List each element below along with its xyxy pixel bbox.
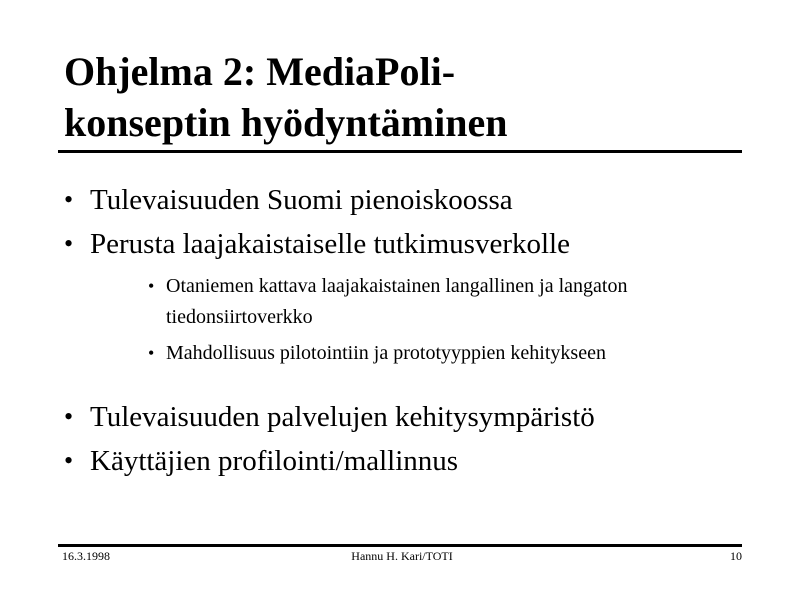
bullet-icon: • (148, 276, 155, 296)
bullet-list (0, 178, 800, 483)
bullet-icon: • (148, 343, 155, 363)
footer-date: 16.3.1998 (62, 549, 110, 563)
bullet-text: Käyttäjien profilointi/mallinnus (90, 445, 459, 477)
footer-author: Hannu H. Kari/TOTI (351, 549, 453, 563)
bullet-icon: • (64, 229, 74, 258)
bullet-text: Tulevaisuuden Suomi pienoiskoossa (90, 184, 513, 216)
footer-divider-rule (58, 544, 742, 547)
bullet-text: Tulevaisuuden palvelujen kehitysympäristö (90, 401, 595, 433)
sub-bullet-text: Otaniemen kattava laajakaistainen langallinen ja langaton tiedonsiirtoverkko (166, 275, 628, 328)
bullet-icon: • (64, 402, 74, 431)
bullet-item-2 (64, 222, 800, 266)
bullet-item-4 (64, 439, 800, 483)
bullet-text: Perusta laajakaistaiselle tutkimusverkolle (90, 228, 570, 260)
sub-bullet-text: Mahdollisuus pilotointiin ja prototyyppien kehitykseen (166, 342, 606, 364)
title-underline-rule (58, 150, 742, 153)
bullet-item-3 (64, 395, 800, 439)
sub-bullet-item-1 (148, 271, 800, 333)
slide-title-line-2: konseptin hyödyntäminen (64, 100, 508, 145)
slide-title-line-1: Ohjelma 2: MediaPoli- (64, 49, 456, 94)
bullet-item-1 (64, 178, 800, 222)
sub-bullet-group (0, 271, 800, 369)
footer-page-number: 10 (730, 549, 743, 563)
slide-footer (58, 549, 742, 564)
slide-title (64, 46, 507, 148)
bullet-icon: • (64, 446, 74, 475)
bullet-icon: • (64, 185, 74, 214)
sub-bullet-item-2 (148, 338, 800, 369)
